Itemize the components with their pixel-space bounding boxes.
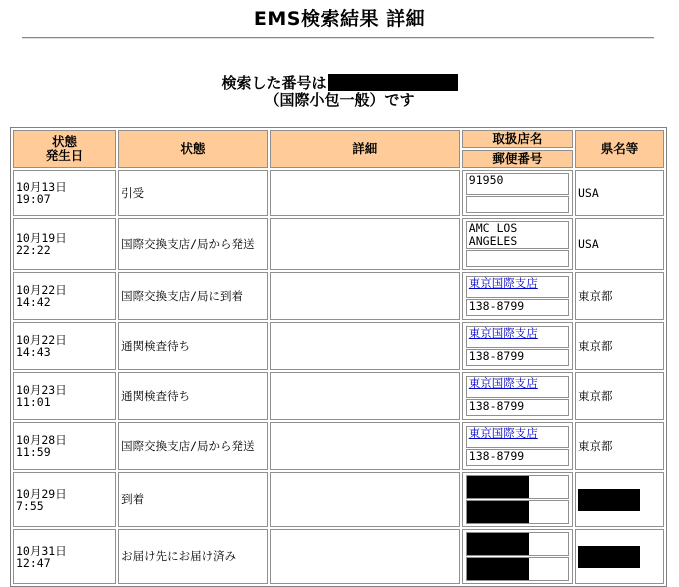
cell-office [462,529,573,584]
service-type-line: （国際小包一般）です [264,91,415,109]
title-divider [22,37,654,39]
cell-status: 引受 [118,170,268,216]
table-row [13,372,664,420]
cell-office [462,218,573,270]
cell-detail [270,372,460,420]
cell-office [462,272,573,320]
table-row [13,422,664,470]
cell-prefecture [575,529,664,584]
office-link[interactable]: 東京国際支店 [468,276,538,290]
tracking-results-table [10,127,667,587]
office-link[interactable]: 東京国際支店 [468,376,538,390]
cell-prefecture: USA [575,170,664,216]
cell-detail [270,422,460,470]
office-name: AMC LOS ANGELES [466,221,569,249]
cell-detail [270,529,460,584]
table-header-row [13,130,664,148]
cell-detail [270,272,460,320]
redacted-office-name [467,476,529,498]
cell-prefecture: 東京都 [575,372,664,420]
cell-status: 国際交換支店/局から発送 [118,218,268,270]
office-link[interactable]: 東京国際支店 [468,426,538,440]
cell-date: 10月22日 14:42 [13,272,116,320]
cell-office [462,322,573,370]
cell-prefecture: 東京都 [575,272,664,320]
header-detail: 詳細 [270,130,460,168]
header-date: 状態 発生日 [13,130,116,168]
table-row [13,218,664,270]
cell-detail [270,218,460,270]
search-number-label: 検索した番号は [221,74,327,92]
table-row [13,472,664,527]
office-name [466,326,569,348]
cell-date: 10月29日 7:55 [13,472,116,527]
redacted-prefecture [578,489,640,511]
cell-office [462,372,573,420]
header-office-name: 取扱店名 [462,130,573,148]
postal-code [466,557,569,581]
postal-code [466,500,569,524]
table-row [13,529,664,584]
office-name [466,426,569,448]
cell-prefecture [575,472,664,527]
redacted-postal-code [467,501,529,523]
header-status: 状態 [118,130,268,168]
office-name [466,475,569,499]
redacted-prefecture [578,546,640,568]
cell-date: 10月22日 14:43 [13,322,116,370]
postal-code [466,250,569,267]
redacted-office-name [467,533,529,555]
header-postal-code: 郵便番号 [462,150,573,168]
table-row [13,272,664,320]
cell-status: 通関検査待ち [118,372,268,420]
cell-status: お届け先にお届け済み [118,529,268,584]
cell-status: 到着 [118,472,268,527]
header-prefecture: 県名等 [575,130,664,168]
cell-office [462,422,573,470]
cell-date: 10月13日 19:07 [13,170,116,216]
redacted-postal-code [467,558,529,580]
page-title: EMS検索結果 詳細 [253,8,426,30]
cell-date: 10月23日 11:01 [13,372,116,420]
table-row [13,170,664,216]
office-name [466,532,569,556]
cell-office [462,472,573,527]
cell-status: 国際交換支店/局に到着 [118,272,268,320]
cell-detail [270,322,460,370]
cell-prefecture: USA [575,218,664,270]
cell-detail [270,170,460,216]
postal-code: 138-8799 [466,399,569,416]
postal-code: 138-8799 [466,299,569,316]
office-name [466,276,569,298]
cell-prefecture: 東京都 [575,422,664,470]
office-name [466,376,569,398]
cell-prefecture: 東京都 [575,322,664,370]
cell-status: 国際交換支店/局から発送 [118,422,268,470]
cell-status: 通関検査待ち [118,322,268,370]
postal-code: 138-8799 [466,449,569,466]
postal-code: 138-8799 [466,349,569,366]
cell-date: 10月31日 12:47 [13,529,116,584]
office-link[interactable]: 東京国際支店 [468,326,538,340]
cell-office [462,170,573,216]
cell-date: 10月19日 22:22 [13,218,116,270]
office-name: 91950 [466,173,569,195]
postal-code [466,196,569,213]
table-row [13,322,664,370]
cell-detail [270,472,460,527]
cell-date: 10月28日 11:59 [13,422,116,470]
